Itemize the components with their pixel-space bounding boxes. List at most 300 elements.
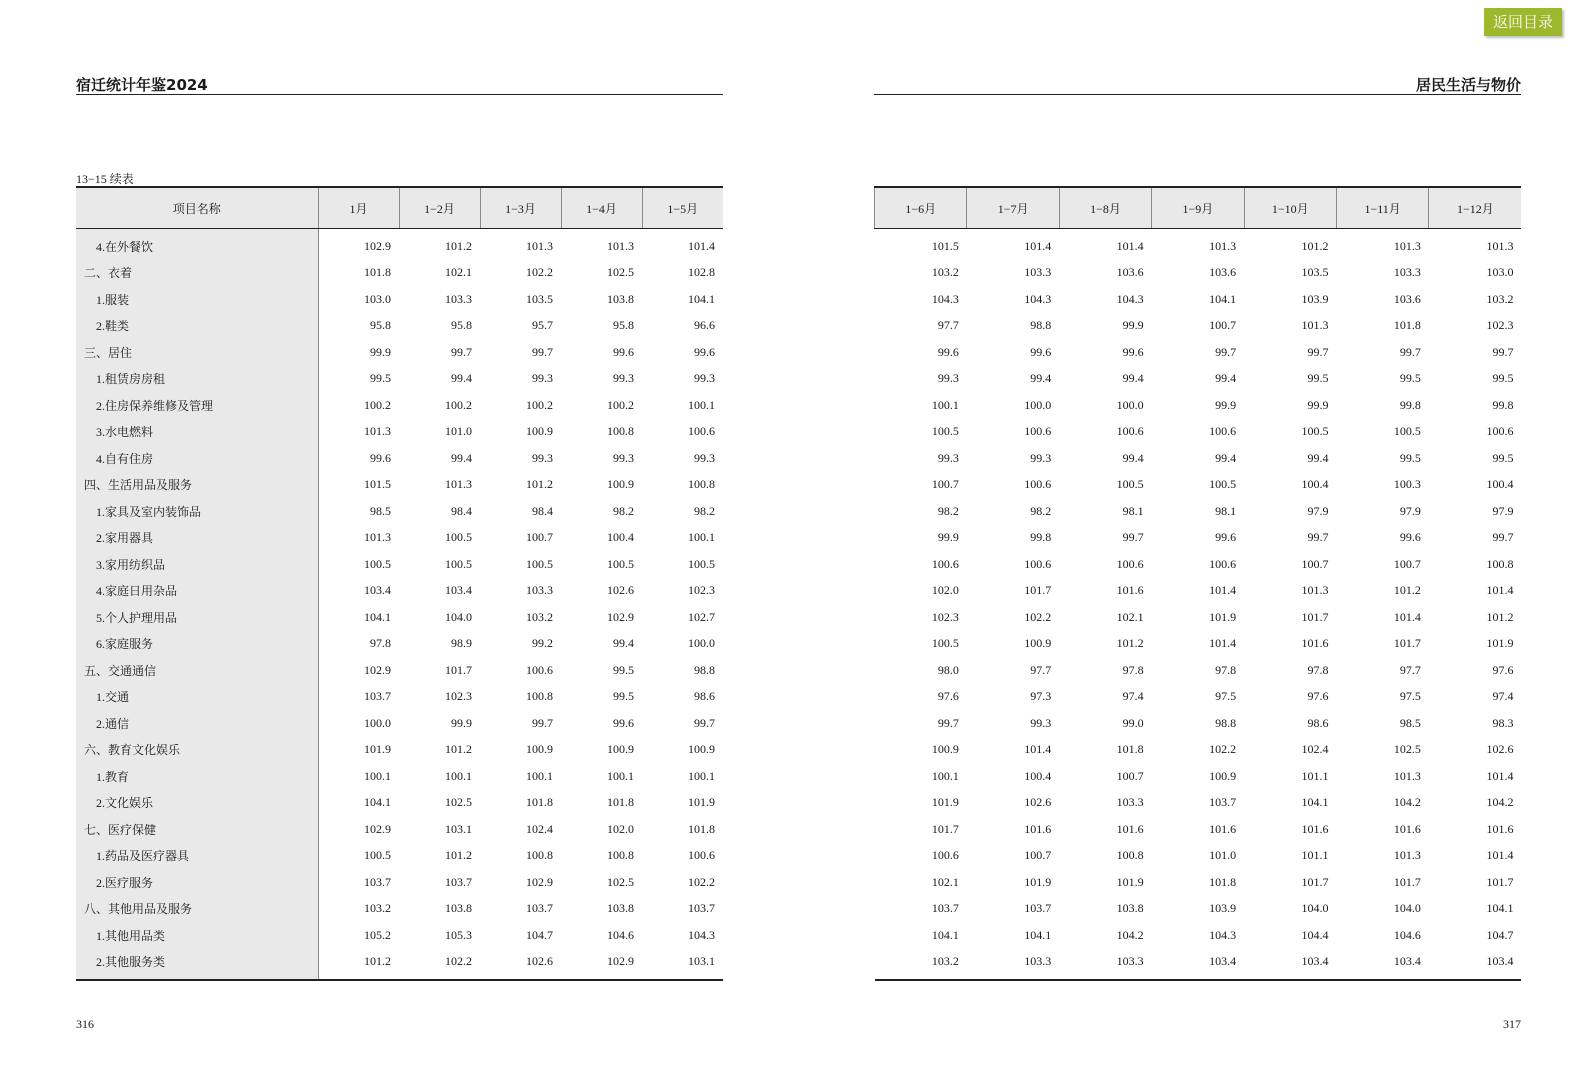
row-item-name: 3.水电燃料 [76,419,318,446]
index-value-cell: 99.0 [1122,715,1144,730]
index-value-cell: 101.6 [1209,821,1237,836]
index-value-cell: 100.1 [364,768,391,783]
index-value-cell: 99.7 [694,715,715,730]
index-value-cell: 102.9 [526,874,553,889]
index-value-cell: 102.9 [364,662,391,677]
index-value-cell: 99.3 [613,371,634,386]
index-value-cell: 102.0 [607,821,634,836]
index-value-cell: 99.6 [1399,530,1421,545]
table-row [875,260,1522,287]
index-value-cell: 104.6 [1393,927,1421,942]
index-value-cell: 102.9 [561,949,642,981]
index-value-cell: 100.7 [1301,556,1329,571]
index-value-cell: 101.3 [1486,238,1514,253]
index-value-cell: 99.5 [613,662,634,677]
row-item-name: 1.其他用品类 [76,922,318,949]
index-value-cell: 103.9 [1301,291,1329,306]
yearbook-title: 宿迁统计年鉴2024 [76,76,208,94]
index-value-cell: 97.3 [1030,689,1052,704]
index-value-cell: 99.9 [1122,318,1144,333]
index-value-cell: 100.6 [688,848,715,863]
index-value-cell: 99.4 [1030,371,1052,386]
index-value-cell: 103.3 [1393,265,1421,280]
table-row [76,816,723,843]
index-value-cell: 101.8 [1209,874,1237,889]
index-value-cell: 103.3 [526,583,553,598]
row-item-name: 2.其他服务类 [76,949,318,981]
table-row [76,551,723,578]
index-value-cell: 101.0 [445,424,472,439]
row-item-name: 1.租赁房房租 [76,366,318,393]
table-row [76,472,723,499]
table-row [875,313,1522,340]
index-value-cell: 99.6 [1122,344,1144,359]
index-value-cell: 101.6 [1116,583,1144,598]
index-value-cell: 103.3 [445,291,472,306]
row-item-name: 八、其他用品及服务 [76,896,318,923]
index-value-cell: 98.5 [370,503,391,518]
index-value-cell: 101.7 [1486,874,1514,889]
index-value-cell: 101.6 [1393,821,1421,836]
index-value-cell: 101.4 [1024,238,1052,253]
index-value-cell: 101.8 [607,795,634,810]
table-row [875,472,1522,499]
index-value-cell: 101.3 [1209,238,1237,253]
index-value-cell: 103.3 [1116,795,1144,810]
index-value-cell: 95.8 [370,318,391,333]
index-value-cell: 105.3 [445,927,472,942]
row-item-name: 七、医疗保健 [76,816,318,843]
index-value-cell: 104.1 [688,291,715,306]
table-row [76,313,723,340]
row-item-name: 1.教育 [76,763,318,790]
index-value-cell: 102.6 [1024,795,1052,810]
item-name-header: 项目名称 [76,187,318,229]
index-value-cell: 100.6 [1024,477,1052,492]
index-value-cell: 101.8 [526,795,553,810]
index-value-cell: 100.5 [931,424,959,439]
index-value-cell: 99.7 [1492,530,1514,545]
index-value-cell: 101.4 [1393,609,1421,624]
index-value-cell: 101.9 [1116,874,1144,889]
table-row [875,392,1522,419]
table-row [76,525,723,552]
index-value-cell: 100.7 [1393,556,1421,571]
index-value-cell: 101.3 [445,477,472,492]
index-value-cell: 100.5 [931,636,959,651]
index-value-cell: 100.8 [607,424,634,439]
index-value-cell: 97.8 [1215,662,1237,677]
index-value-cell: 101.6 [1116,821,1144,836]
index-value-cell: 102.7 [688,609,715,624]
table-row [875,790,1522,817]
index-value-cell: 99.7 [1307,530,1329,545]
index-value-cell: 104.2 [1393,795,1421,810]
row-item-name: 二、衣着 [76,260,318,287]
column-header: 1−11月 [1336,187,1428,229]
index-value-cell: 100.1 [931,768,959,783]
index-value-cell: 101.2 [1393,583,1421,598]
index-value-cell: 104.1 [1301,795,1329,810]
index-value-cell: 101.4 [1486,848,1514,863]
index-value-cell: 100.0 [688,636,715,651]
table-row [76,229,723,260]
table-row [76,684,723,711]
index-value-cell: 100.8 [1486,556,1514,571]
table-row [76,631,723,658]
table-row [76,657,723,684]
table-row [76,949,723,981]
index-value-cell: 104.1 [931,927,959,942]
index-value-cell: 103.2 [364,901,391,916]
index-value-cell: 100.7 [1209,318,1237,333]
index-value-cell: 103.1 [445,821,472,836]
index-value-cell: 98.4 [532,503,553,518]
index-value-cell: 99.4 [1122,371,1144,386]
index-value-cell: 100.1 [688,530,715,545]
header-rule-right [874,94,1521,95]
index-value-cell: 101.8 [688,821,715,836]
index-value-cell: 99.7 [1122,530,1144,545]
row-item-name: 2.文化娱乐 [76,790,318,817]
index-value-cell: 100.5 [1116,477,1144,492]
index-value-cell: 97.6 [1307,689,1329,704]
index-value-cell: 100.5 [364,848,391,863]
index-value-cell: 99.5 [613,689,634,704]
table-row [76,286,723,313]
index-value-cell: 97.6 [937,689,959,704]
index-value-cell: 103.7 [364,689,391,704]
index-value-cell: 100.9 [931,742,959,757]
index-value-cell: 99.4 [1307,450,1329,465]
index-value-cell: 101.5 [931,238,959,253]
index-value-cell: 99.7 [937,715,959,730]
index-value-cell: 99.4 [1215,371,1237,386]
index-value-cell: 102.1 [931,874,959,889]
index-value-cell: 101.3 [1301,583,1329,598]
index-value-cell: 102.0 [931,583,959,598]
row-item-name: 六、教育文化娱乐 [76,737,318,764]
index-value-cell: 99.3 [1030,450,1052,465]
index-value-cell: 98.1 [1122,503,1144,518]
table-caption: 13−15 续表 [76,172,134,186]
index-value-cell: 100.5 [688,556,715,571]
index-value-cell: 101.6 [1301,821,1329,836]
index-value-cell: 103.2 [1486,291,1514,306]
table-row [875,604,1522,631]
index-value-cell: 100.6 [931,848,959,863]
column-header: 1−5月 [642,187,723,229]
table-row [76,578,723,605]
index-value-cell: 99.8 [1030,530,1052,545]
index-value-cell: 101.9 [931,795,959,810]
index-value-cell: 100.5 [1209,477,1237,492]
index-value-cell: 97.8 [1122,662,1144,677]
index-value-cell: 99.5 [370,371,391,386]
index-value-cell: 101.3 [364,530,391,545]
index-value-cell: 98.6 [1307,715,1329,730]
table-row [76,339,723,366]
index-value-cell: 103.3 [1059,949,1151,981]
index-value-cell: 97.5 [1399,689,1421,704]
row-item-name: 2.鞋类 [76,313,318,340]
column-header: 1−9月 [1152,187,1244,229]
row-item-name: 1.交通 [76,684,318,711]
index-value-cell: 101.9 [1486,636,1514,651]
index-value-cell: 104.1 [1486,901,1514,916]
table-row [875,710,1522,737]
index-value-cell: 99.3 [532,450,553,465]
index-value-cell: 99.9 [1215,397,1237,412]
index-value-cell: 98.3 [1492,715,1514,730]
index-value-cell: 103.3 [967,949,1059,981]
index-value-cell: 100.6 [1024,556,1052,571]
index-value-cell: 99.5 [1399,450,1421,465]
index-value-cell: 99.9 [370,344,391,359]
index-value-cell: 102.1 [445,265,472,280]
page-number-left: 316 [76,1017,94,1031]
table-row [875,843,1522,870]
index-value-cell: 101.3 [364,424,391,439]
index-value-cell: 98.0 [937,662,959,677]
index-value-cell: 102.4 [1301,742,1329,757]
table-header-row [875,187,1522,229]
index-value-cell: 102.2 [688,874,715,889]
index-value-cell: 103.4 [1336,949,1428,981]
index-value-cell: 100.5 [445,530,472,545]
index-value-cell: 99.7 [1399,344,1421,359]
table-row [76,843,723,870]
index-value-cell: 100.8 [526,689,553,704]
index-value-cell: 99.4 [1215,450,1237,465]
index-value-cell: 102.1 [1116,609,1144,624]
price-index-table-right [874,186,1521,981]
index-value-cell: 99.6 [370,450,391,465]
row-item-name: 2.家用器具 [76,525,318,552]
index-value-cell: 101.4 [1486,768,1514,783]
index-value-cell: 104.3 [1024,291,1052,306]
index-value-cell: 98.2 [1030,503,1052,518]
index-value-cell: 101.8 [364,265,391,280]
column-header: 1−4月 [561,187,642,229]
index-value-cell: 98.1 [1215,503,1237,518]
index-value-cell: 103.0 [1486,265,1514,280]
index-value-cell: 103.7 [688,901,715,916]
index-value-cell: 95.7 [532,318,553,333]
index-value-cell: 99.4 [613,636,634,651]
index-value-cell: 99.5 [1492,450,1514,465]
index-value-cell: 100.1 [931,397,959,412]
price-index-table-left [76,186,723,981]
index-value-cell: 95.8 [613,318,634,333]
index-value-cell: 101.4 [1209,636,1237,651]
column-header: 1−2月 [399,187,480,229]
index-value-cell: 103.8 [1116,901,1144,916]
column-header: 1月 [318,187,399,229]
index-value-cell: 99.9 [937,530,959,545]
index-value-cell: 100.6 [931,556,959,571]
index-value-cell: 104.3 [1209,927,1237,942]
index-value-cell: 102.5 [607,874,634,889]
index-value-cell: 99.3 [613,450,634,465]
table-row [76,869,723,896]
index-value-cell: 102.3 [931,609,959,624]
column-header: 1−10月 [1244,187,1336,229]
index-value-cell: 97.7 [937,318,959,333]
index-value-cell: 99.6 [937,344,959,359]
index-value-cell: 102.3 [445,689,472,704]
index-value-cell: 104.7 [526,927,553,942]
index-value-cell: 102.6 [1486,742,1514,757]
return-to-contents-button[interactable]: 返回目录 [1484,8,1562,36]
index-value-cell: 103.2 [875,949,967,981]
index-value-cell: 101.7 [1393,636,1421,651]
index-value-cell: 99.3 [694,371,715,386]
index-value-cell: 101.7 [1393,874,1421,889]
index-value-cell: 101.4 [1486,583,1514,598]
index-value-cell: 100.9 [526,742,553,757]
table-row [875,737,1522,764]
index-value-cell: 100.6 [1116,556,1144,571]
index-value-cell: 101.5 [364,477,391,492]
table-row [76,260,723,287]
index-value-cell: 98.2 [613,503,634,518]
table-row [76,710,723,737]
index-value-cell: 98.8 [1215,715,1237,730]
index-value-cell: 100.2 [445,397,472,412]
index-value-cell: 100.5 [607,556,634,571]
index-value-cell: 98.8 [1030,318,1052,333]
index-value-cell: 101.3 [526,238,553,253]
index-value-cell: 102.2 [1024,609,1052,624]
table-row [875,763,1522,790]
index-value-cell: 99.2 [532,636,553,651]
index-value-cell: 102.2 [526,265,553,280]
index-value-cell: 99.4 [451,371,472,386]
index-value-cell: 99.5 [1307,371,1329,386]
index-value-cell: 99.3 [1030,715,1052,730]
index-value-cell: 103.7 [931,901,959,916]
index-value-cell: 104.4 [1301,927,1329,942]
index-value-cell: 99.6 [613,344,634,359]
index-value-cell: 103.6 [1116,265,1144,280]
table-row [875,949,1522,981]
column-header: 1−12月 [1429,187,1522,229]
index-value-cell: 101.6 [1024,821,1052,836]
index-value-cell: 98.4 [451,503,472,518]
row-item-name: 2.住房保养维修及管理 [76,392,318,419]
index-value-cell: 102.2 [399,949,480,981]
row-item-name: 五、交通通信 [76,657,318,684]
index-value-cell: 101.6 [1301,636,1329,651]
row-item-name: 4.家庭日用杂品 [76,578,318,605]
index-value-cell: 100.9 [1024,636,1052,651]
index-value-cell: 101.4 [688,238,715,253]
index-value-cell: 100.6 [1486,424,1514,439]
table-row [76,498,723,525]
table-row [76,763,723,790]
table-row [875,339,1522,366]
index-value-cell: 104.2 [1486,795,1514,810]
index-value-cell: 99.7 [532,344,553,359]
index-value-cell: 99.7 [451,344,472,359]
index-value-cell: 101.7 [445,662,472,677]
index-value-cell: 100.2 [364,397,391,412]
index-value-cell: 99.7 [532,715,553,730]
index-value-cell: 97.4 [1492,689,1514,704]
index-value-cell: 97.8 [370,636,391,651]
table-row [875,631,1522,658]
index-value-cell: 103.1 [642,949,723,981]
index-value-cell: 99.3 [532,371,553,386]
index-value-cell: 102.9 [364,821,391,836]
index-value-cell: 101.3 [1393,848,1421,863]
index-value-cell: 103.2 [931,265,959,280]
index-value-cell: 100.7 [1024,848,1052,863]
index-value-cell: 101.7 [1301,609,1329,624]
index-value-cell: 100.4 [607,530,634,545]
index-value-cell: 103.8 [607,901,634,916]
index-value-cell: 101.7 [1301,874,1329,889]
index-value-cell: 98.5 [1399,715,1421,730]
index-value-cell: 101.2 [445,742,472,757]
index-value-cell: 100.1 [445,768,472,783]
index-value-cell: 101.9 [688,795,715,810]
row-item-name: 1.服装 [76,286,318,313]
index-value-cell: 103.4 [364,583,391,598]
index-value-cell: 99.9 [451,715,472,730]
index-value-cell: 104.1 [1024,927,1052,942]
row-item-name: 6.家庭服务 [76,631,318,658]
index-value-cell: 100.8 [607,848,634,863]
row-item-name: 1.家具及室内装饰品 [76,498,318,525]
index-value-cell: 100.6 [1024,424,1052,439]
index-value-cell: 102.8 [688,265,715,280]
index-value-cell: 100.2 [526,397,553,412]
page-number-right: 317 [1503,1017,1521,1031]
index-value-cell: 101.0 [1209,848,1237,863]
index-value-cell: 103.0 [364,291,391,306]
index-value-cell: 100.9 [526,424,553,439]
index-value-cell: 98.9 [451,636,472,651]
row-item-name: 3.家用纺织品 [76,551,318,578]
row-item-name: 4.自有住房 [76,445,318,472]
index-value-cell: 100.8 [688,477,715,492]
index-value-cell: 99.7 [1492,344,1514,359]
index-value-cell: 103.5 [1301,265,1329,280]
index-value-cell: 98.6 [694,689,715,704]
index-value-cell: 99.5 [1492,371,1514,386]
index-value-cell: 100.1 [688,768,715,783]
index-value-cell: 102.2 [1209,742,1237,757]
index-value-cell: 100.8 [526,848,553,863]
index-value-cell: 97.6 [1492,662,1514,677]
index-value-cell: 100.7 [526,530,553,545]
index-value-cell: 99.3 [694,450,715,465]
index-value-cell: 104.3 [931,291,959,306]
index-value-cell: 100.6 [688,424,715,439]
index-value-cell: 104.0 [1393,901,1421,916]
table-row [875,498,1522,525]
index-value-cell: 100.9 [607,477,634,492]
index-value-cell: 103.7 [364,874,391,889]
index-value-cell: 99.6 [1030,344,1052,359]
index-value-cell: 102.3 [688,583,715,598]
table-row [875,419,1522,446]
index-value-cell: 100.6 [1209,556,1237,571]
index-value-cell: 100.9 [607,742,634,757]
index-value-cell: 99.8 [1492,397,1514,412]
